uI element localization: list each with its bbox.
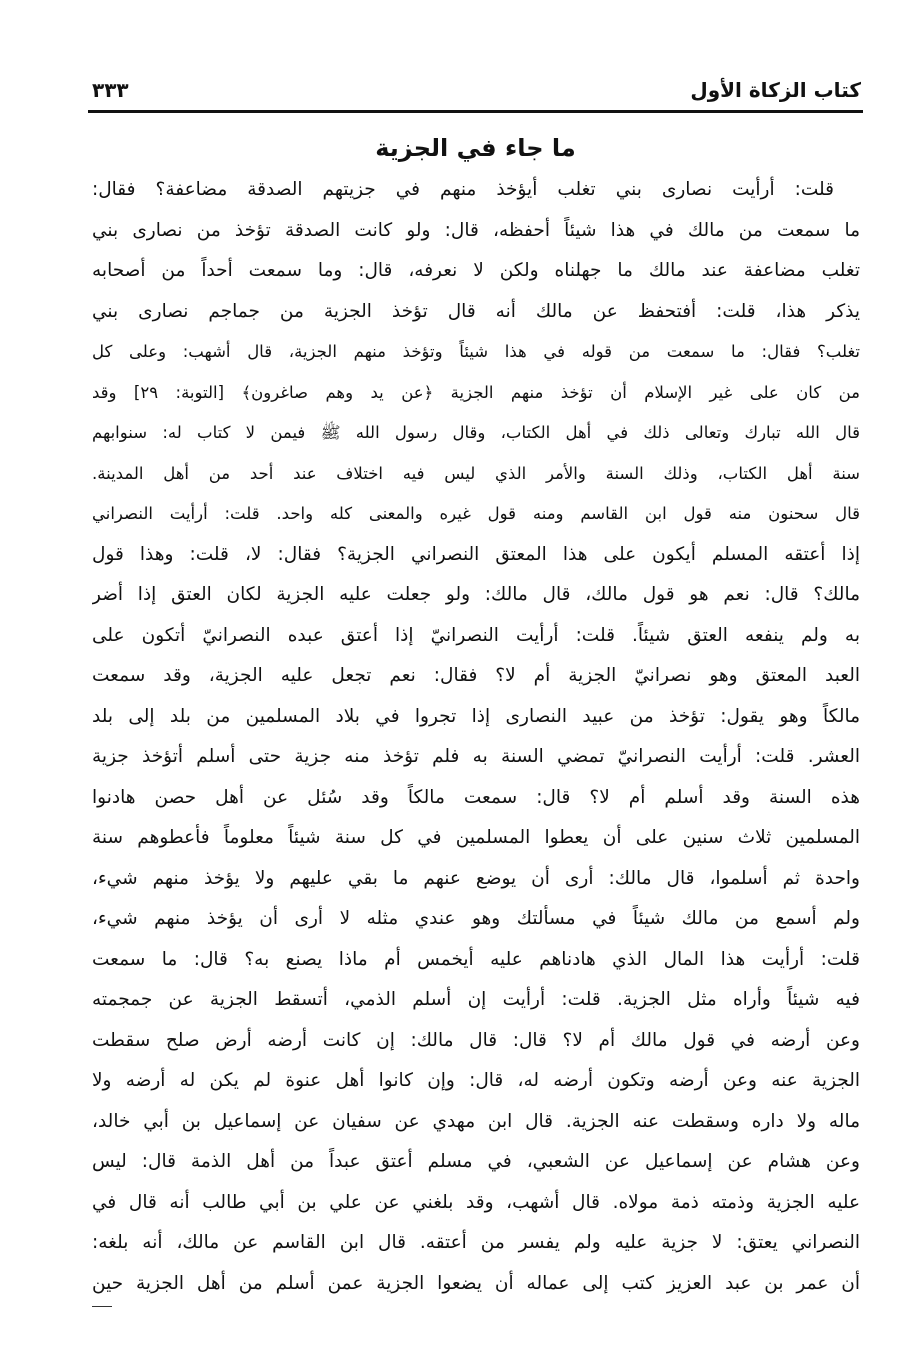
text-line: أن عمر بن عبد العزيز كتب إلى عماله أن يضعوا الجزية عمن أسلم من أهل الجزية حين: [92, 1272, 860, 1294]
body-text: [92, 170, 860, 1304]
text-line: واحدة ثم أسلموا، قال مالك: أرى أن يوضع عنهم ما بقي عليهم ولا يؤخذ منهم شيء،: [92, 867, 860, 889]
text-line: المسلمين ثلاث سنين على أن يعطوا المسلمين في كل سنة شيئاً معلوماً فأعطوهم سنة: [92, 827, 860, 848]
text-line: عليه الجزية وذمته ذمة مولاه. قال أشهب، وقد بلغني عن علي بن أبي طالب أنه قال في: [92, 1191, 860, 1213]
text-line: قال سحنون منه قول ابن القاسم ومنه قول غيره والمعنى كله واحد. قلت: أرأيت النصراني: [92, 504, 860, 523]
text-line: وعن هشام عن إسماعيل عن الشعبي، في مسلم أعتق عبداً من أهل الذمة قال: ليس: [92, 1151, 860, 1172]
text-line: الجزية عنه وعن أرضه وتكون أرضه له، قال: وإن كانوا أهل عنوة لم يكن له أرضه ولا: [92, 1070, 860, 1091]
text-line: تغلب؟ فقال: ما سمعت من قوله في هذا شيئاً وتؤخذ منهم الجزية، قال أشهب: وعلى كل: [92, 342, 860, 361]
text-line: هذه السنة وقد أسلم أم لا؟ قال: سمعت مالكاً وقد سُئل عن أهل حصن هادنوا: [92, 786, 860, 808]
text-line: قال الله تبارك وتعالى ذلك في أهل الكتاب، وقال رسول الله ﷺ فيمن لا كتاب له: سنوابهم: [92, 423, 860, 442]
text-line: وعن أرضه في قول مالك أم لا؟ قال: قال مالك: إن كانت أرضه أرض صلح سقطت: [92, 1029, 860, 1051]
header-rule: [88, 110, 863, 113]
text-line: مالكاً وهو يقول: تؤخذ من عبيد النصارى إذا تجروا في بلاد المسلمين من بلد إلى بلد: [92, 705, 860, 727]
text-line: سنة أهل الكتاب، وذلك السنة والأمر الذي ليس فيه اختلاف عند أحد من أهل المدينة.: [92, 463, 860, 483]
text-line: إذا أعتقه المسلم أيكون على هذا المعتق النصراني الجزية؟ فقال: لا، قلت: وهذا قول: [92, 543, 860, 565]
text-line: قلت: أرأيت نصارى بني تغلب أيؤخذ منهم في جزيتهم الصدقة مضاعفة؟ فقال:: [92, 179, 834, 200]
text-line: من كان على غير الإسلام أن تؤخذ منهم الجزية ﴿عن يد وهم صاغرون﴾ [التوبة: ٢٩] وقد: [92, 382, 860, 402]
text-line: العبد المعتق وهو نصرانيّ الجزية أم لا؟ فقال: نعم تجعل عليه الجزية، وقد سمعت: [92, 665, 860, 686]
text-line: به ولم ينفعه العتق شيئاً. قلت: أرأيت النصرانيّ إذا أعتق عبده النصرانيّ أتكون على: [92, 624, 860, 646]
text-line: مالك؟ قال: نعم هو قول مالك، قال مالك: ولو جعلت عليه الجزية لكان العتق إذا أضر: [92, 584, 860, 605]
text-line: العشر. قلت: أرأيت النصرانيّ تمضي السنة به فلم تؤخذ منه جزية حتى أسلم أتؤخذ جزية: [92, 746, 860, 767]
running-head: كتاب الزكاة الأول: [690, 78, 861, 102]
text-line: قلت: أرأيت هذا المال الذي هادناهم عليه أيخمس أم ماذا يصنع به؟ قال: ما سمعت: [92, 948, 860, 970]
text-line: ماله ولا داره وسقطت عنه الجزية. قال ابن مهدي عن سفيان عن إسماعيل بن أبي خالد،: [92, 1110, 860, 1132]
text-line: ولم أسمع من مالك شيئاً في مسألتك وهو عندي مثله لا أرى أن يؤخذ منهم شيء،: [92, 908, 860, 929]
text-line: النصراني يعتق: لا جزية عليه ولم يفسر من أعتقه. قال ابن القاسم عن مالك، أنه بلغه:: [92, 1232, 860, 1253]
text-line: يذكر هذا، قلت: أفتحفظ عن مالك أنه قال تؤخذ الجزية من جماجم نصارى بني: [92, 300, 860, 322]
page-number: ٣٣٣: [92, 78, 129, 102]
text-line: فيه شيئاً وأراه مثل الجزية. قلت: أرأيت إن أسلم الذمي، أتسقط الجزية عن جمجمته: [92, 989, 860, 1010]
text-line: ما سمعت من مالك في هذا شيئاً أحفظه، قال: ولو كانت الصدقة تؤخذ من نصارى بني: [92, 219, 860, 241]
text-line: تغلب مضاعفة عند مالك ما جهلناه ولكن لا نعرفه، قال: وما سمعت أحداً من أصحابه: [92, 260, 860, 281]
section-title: ما جاء في الجزية: [375, 134, 576, 162]
margin-mark: [92, 1306, 112, 1307]
